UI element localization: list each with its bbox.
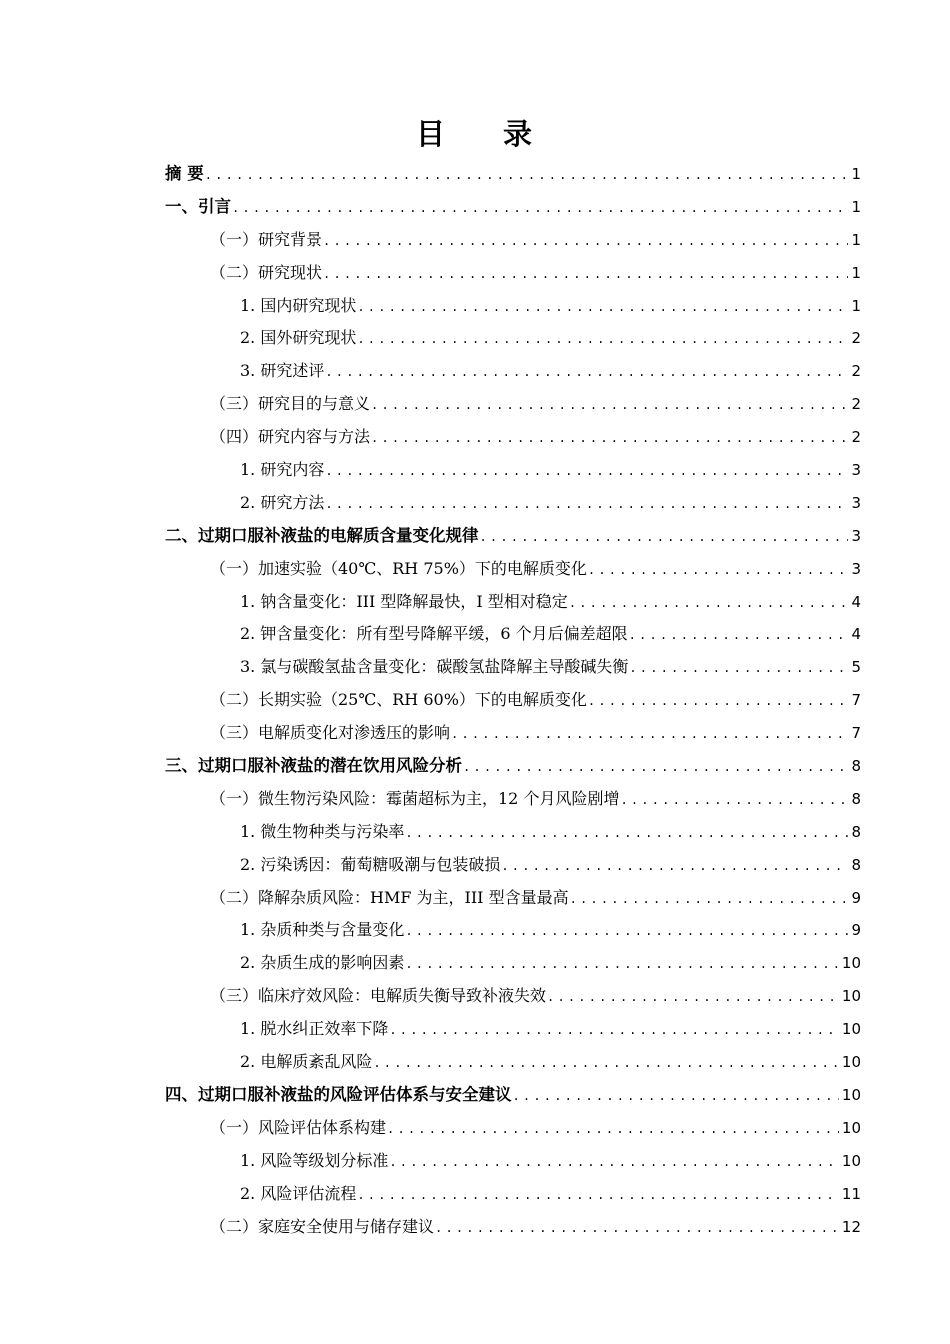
toc-entry[interactable] bbox=[165, 191, 861, 224]
toc-dot-leader bbox=[547, 981, 839, 1014]
toc-entry[interactable] bbox=[165, 454, 861, 487]
toc-page-number: 5 bbox=[851, 658, 861, 677]
toc-entry-text: （二）研究现状 bbox=[210, 262, 323, 282]
toc-page-number: 3 bbox=[851, 559, 861, 578]
toc-page-number: 10 bbox=[841, 954, 861, 973]
toc-entry-text: 3. 研究述评 bbox=[240, 361, 325, 381]
toc-page-number: 8 bbox=[851, 822, 861, 841]
toc-entry[interactable] bbox=[165, 520, 861, 553]
toc-entry-text: （三）临床疗效风险：电解质失衡导致补液失效 bbox=[210, 986, 547, 1006]
toc-page-number: 10 bbox=[841, 1053, 861, 1072]
toc-entry[interactable] bbox=[165, 980, 861, 1013]
toc-entry-text: 1. 风险等级划分标准 bbox=[240, 1150, 389, 1170]
toc-page-number: 3 bbox=[851, 526, 861, 545]
toc-entry-text: 一、引言 bbox=[165, 196, 231, 216]
toc-list bbox=[165, 158, 861, 1243]
toc-entry[interactable] bbox=[165, 1079, 861, 1112]
toc-entry[interactable] bbox=[165, 158, 861, 191]
toc-dot-leader bbox=[463, 751, 848, 784]
toc-entry-text: 1. 微生物种类与污染率 bbox=[240, 821, 405, 841]
toc-entry-text: （一）研究背景 bbox=[210, 229, 323, 249]
toc-page-number: 4 bbox=[851, 592, 861, 611]
toc-dot-leader bbox=[325, 488, 848, 521]
toc-entry[interactable] bbox=[165, 914, 861, 947]
toc-entry[interactable] bbox=[165, 1178, 861, 1211]
toc-entry[interactable] bbox=[165, 684, 861, 717]
toc-entry-text: 2. 研究方法 bbox=[240, 492, 325, 512]
toc-entry-text: 3. 氯与碳酸氢盐含量变化：碳酸氢盐降解主导酸碱失衡 bbox=[240, 657, 629, 677]
toc-entry-text: 2. 风险评估流程 bbox=[240, 1183, 357, 1203]
toc-entry[interactable] bbox=[165, 388, 861, 421]
toc-page-number: 9 bbox=[851, 921, 861, 940]
toc-page-number: 1 bbox=[851, 165, 861, 183]
toc-entry[interactable] bbox=[165, 882, 861, 915]
toc-entry[interactable] bbox=[165, 421, 861, 454]
toc-entry[interactable] bbox=[165, 257, 861, 290]
toc-entry-text: 三、过期口服补液盐的潜在饮用风险分析 bbox=[165, 756, 462, 776]
toc-page-number: 10 bbox=[841, 1085, 861, 1104]
toc-dot-leader bbox=[389, 1014, 839, 1047]
toc-page-number: 8 bbox=[851, 789, 861, 808]
toc-entry-text: 1. 杂质种类与含量变化 bbox=[240, 920, 405, 940]
toc-dot-leader bbox=[569, 587, 849, 620]
toc-page-number: 7 bbox=[851, 724, 861, 743]
toc-page-number: 1 bbox=[851, 296, 861, 315]
toc-dot-leader bbox=[357, 1179, 839, 1212]
toc-dot-leader bbox=[205, 159, 849, 192]
toc-entry-text: 二、过期口服补液盐的电解质含量变化规律 bbox=[165, 525, 479, 545]
toc-entry[interactable] bbox=[165, 553, 861, 586]
toc-page-number: 11 bbox=[841, 1184, 861, 1203]
toc-page-number: 9 bbox=[851, 888, 861, 907]
toc-dot-leader bbox=[373, 1047, 839, 1080]
toc-entry[interactable] bbox=[165, 322, 861, 355]
toc-page-number: 1 bbox=[851, 197, 861, 216]
toc-page-number: 8 bbox=[851, 757, 861, 776]
toc-dot-leader bbox=[371, 389, 848, 422]
toc-title: 目 录 bbox=[415, 117, 535, 151]
toc-dot-leader bbox=[405, 817, 848, 850]
toc-page-number: 3 bbox=[851, 493, 861, 512]
toc-page-number: 8 bbox=[851, 855, 861, 874]
toc-dot-leader bbox=[620, 784, 848, 817]
toc-page-number: 2 bbox=[851, 428, 861, 447]
toc-dot-leader bbox=[323, 225, 848, 258]
toc-entry[interactable] bbox=[165, 1145, 861, 1178]
toc-entry[interactable] bbox=[165, 849, 861, 882]
toc-entry-text: 1. 脱水纠正效率下降 bbox=[240, 1019, 389, 1039]
toc-dot-leader bbox=[480, 521, 849, 554]
toc-page-number: 2 bbox=[851, 329, 861, 348]
toc-dot-leader bbox=[357, 291, 848, 324]
toc-entry[interactable] bbox=[165, 290, 861, 323]
toc-entry-text: 2. 钾含量变化：所有型号降解平缓，6 个月后偏差超限 bbox=[240, 624, 628, 644]
toc-entry[interactable] bbox=[165, 816, 861, 849]
toc-dot-leader bbox=[588, 685, 849, 718]
toc-dot-leader bbox=[325, 455, 848, 488]
toc-entry-text: 摘 要 bbox=[165, 164, 204, 183]
toc-dot-leader bbox=[588, 554, 849, 587]
toc-entry[interactable] bbox=[165, 651, 861, 684]
toc-entry-text: （一）微生物污染风险：霉菌超标为主，12 个月风险剧增 bbox=[210, 788, 620, 808]
toc-page-number: 10 bbox=[841, 1020, 861, 1039]
toc-entry[interactable] bbox=[165, 618, 861, 651]
toc-dot-leader bbox=[232, 192, 848, 225]
toc-entry[interactable] bbox=[165, 783, 861, 816]
toc-dot-leader bbox=[405, 915, 848, 948]
toc-entry[interactable] bbox=[165, 1211, 861, 1244]
toc-dot-leader bbox=[357, 323, 848, 356]
toc-entry-text: （三）研究目的与意义 bbox=[210, 394, 371, 414]
toc-page-number: 12 bbox=[841, 1217, 861, 1236]
toc-entry-text: （二）降解杂质风险：HMF 为主，III 型含量最高 bbox=[210, 887, 569, 907]
toc-dot-leader bbox=[570, 883, 849, 916]
toc-entry[interactable] bbox=[165, 717, 861, 750]
toc-dot-leader bbox=[451, 718, 848, 751]
toc-page-number: 10 bbox=[841, 987, 861, 1006]
toc-entry-text: 2. 国外研究现状 bbox=[240, 328, 357, 348]
toc-page-number: 3 bbox=[851, 461, 861, 480]
toc-entry[interactable] bbox=[165, 224, 861, 257]
toc-dot-leader bbox=[405, 948, 839, 981]
toc-entry-text: 2. 污染诱因：葡萄糖吸潮与包装破损 bbox=[240, 854, 501, 874]
toc-entry-text: 1. 国内研究现状 bbox=[240, 295, 357, 315]
toc-entry-text: 1. 钠含量变化：III 型降解最快，I 型相对稳定 bbox=[240, 591, 568, 611]
toc-entry[interactable] bbox=[165, 1112, 861, 1145]
toc-page-number: 1 bbox=[851, 263, 861, 282]
toc-dot-leader bbox=[501, 850, 848, 883]
toc-dot-leader bbox=[513, 1080, 839, 1113]
toc-entry-text: （二）长期实验（25℃、RH 60%）下的电解质变化 bbox=[210, 690, 587, 710]
toc-dot-leader bbox=[387, 1113, 839, 1146]
toc-entry-text: 四、过期口服补液盐的风险评估体系与安全建议 bbox=[165, 1084, 512, 1104]
toc-entry[interactable] bbox=[165, 1046, 861, 1079]
toc-dot-leader bbox=[323, 258, 848, 291]
toc-page-number: 7 bbox=[851, 691, 861, 710]
toc-entry[interactable] bbox=[165, 750, 861, 783]
toc-page-number: 2 bbox=[851, 395, 861, 414]
toc-entry-text: （四）研究内容与方法 bbox=[210, 427, 371, 447]
toc-entry-text: 2. 杂质生成的影响因素 bbox=[240, 953, 405, 973]
toc-entry-text: 1. 研究内容 bbox=[240, 460, 325, 480]
toc-entry-text: （一）加速实验（40℃、RH 75%）下的电解质变化 bbox=[210, 558, 587, 578]
toc-page-number: 2 bbox=[851, 362, 861, 381]
toc-dot-leader bbox=[435, 1212, 839, 1245]
toc-entry[interactable] bbox=[165, 586, 861, 619]
toc-entry-text: （三）电解质变化对渗透压的影响 bbox=[210, 723, 451, 743]
toc-dot-leader bbox=[629, 652, 848, 685]
toc-entry[interactable] bbox=[165, 1013, 861, 1046]
toc-dot-leader bbox=[629, 619, 849, 652]
toc-entry-text: （一）风险评估体系构建 bbox=[210, 1117, 387, 1137]
toc-dot-leader bbox=[371, 422, 848, 455]
toc-page-number: 10 bbox=[841, 1151, 861, 1170]
toc-entry[interactable] bbox=[165, 487, 861, 520]
toc-entry-text: （二）家庭安全使用与储存建议 bbox=[210, 1216, 435, 1236]
toc-entry[interactable] bbox=[165, 947, 861, 980]
toc-dot-leader bbox=[325, 356, 848, 389]
toc-page-number: 1 bbox=[851, 230, 861, 249]
toc-page-number: 4 bbox=[851, 625, 861, 644]
toc-entry-text: 2. 电解质紊乱风险 bbox=[240, 1052, 373, 1072]
toc-page-number: 10 bbox=[841, 1118, 861, 1137]
toc-dot-leader bbox=[389, 1146, 839, 1179]
toc-entry[interactable] bbox=[165, 355, 861, 388]
